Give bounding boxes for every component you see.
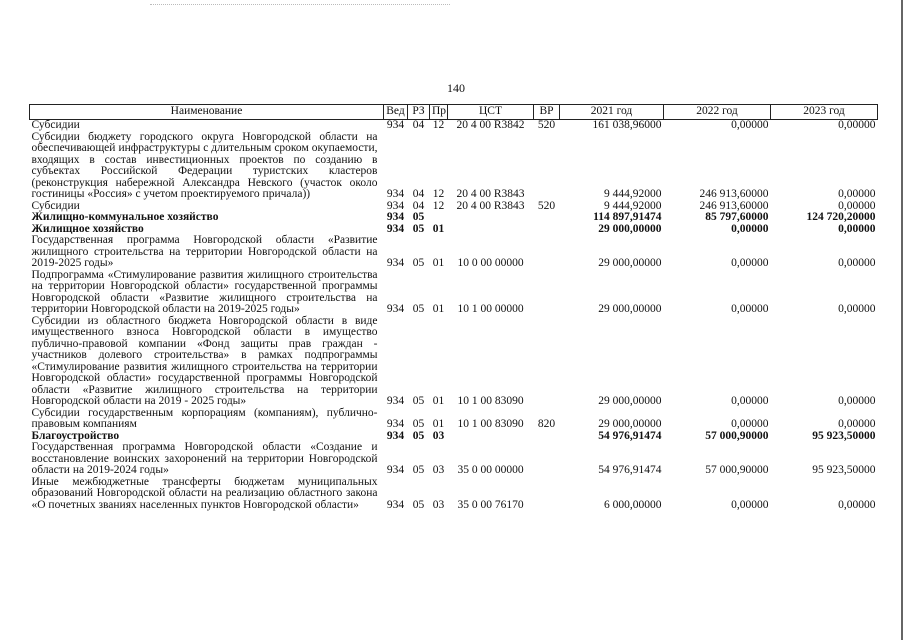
table-header-row [30,105,878,120]
header-2023: 2023 год [771,105,878,120]
cell-2022: 0,00000 [731,418,769,430]
cell-cst: 35 0 00 00000 [457,464,524,476]
budget-table [29,104,878,511]
cell-name: Государственная программа Новгородской области «Создание и восстановление воинских захоронений на территории Новгородской области на 2019-2024 годы» [31,441,378,476]
table-row [30,270,878,316]
cell-pr: 12 [432,119,445,131]
cell-name: Субсидии бюджету городского округа Новгородской области на обеспечивающей инфраструктуры с длительным сроком окупаемости, входящих в состав инвестиционных проектов по созданию в субъектах Российской Федерации туристских кластеров (реконструкция набережной Александра Невского (участок около гостиницы «Россия» с учетом проектируемого причала)) [31,130,378,200]
cell-pr: 03 [432,429,445,442]
cell-2021: 29 000,00000 [598,418,662,430]
cell-cst: 10 1 00 00000 [457,303,524,315]
cell-name: Подпрограмма «Стимулирование развития жилищного строительства на территории Новгородской области» государственной программы Новгородской области «Развитие жилищного строительства на территории Новгородской области на 2019-2025 годы» [31,268,378,315]
header-rz: РЗ [408,105,430,120]
cell-vr [534,477,560,512]
cell-rz: 04 [412,119,425,131]
table-row [30,132,878,201]
cell-2022: 246 913,60000 [699,199,769,212]
table-row [30,477,878,512]
header-ved: Вед [384,105,408,120]
cell-rz: 05 [412,211,425,223]
cell-rz: 05 [412,222,425,235]
cell-2021: 29 000,00000 [598,303,662,315]
header-cst: ЦСТ [448,105,534,120]
cell-vr [534,212,560,224]
cell-name: Иные межбюджетные трансферты бюджетам муниципальных образований Новгородской области на реализацию областного закона «О почетных званиях населенных пунктов Новгородской области» [31,475,378,511]
cell-ved: 934 [386,395,405,407]
cell-ved: 934 [386,429,405,442]
cell-pr: 12 [432,199,445,212]
header-2021: 2021 год [560,105,664,120]
cell-rz: 05 [412,303,425,315]
cell-vr [534,224,560,236]
cell-pr: 01 [432,222,445,235]
cell-vr [534,270,560,316]
cell-rz: 05 [412,395,425,407]
cell-name: Жилищное хозяйство [31,222,144,235]
cell-2021: 29 000,00000 [598,395,662,407]
cell-2021: 29 000,00000 [598,222,662,235]
cell-cst: 10 1 00 83090 [457,418,524,430]
table-row [30,120,878,132]
header-vr: ВР [534,105,560,120]
cell-2021: 9 444,92000 [604,188,662,200]
cell-vr [534,132,560,201]
page-number: 140 [447,81,465,95]
cell-2022: 57 000,90000 [705,429,769,442]
cell-cst: 10 0 00 00000 [457,257,524,269]
cell-ved: 934 [386,211,405,223]
cell-rz: 05 [412,498,425,511]
cell-cst [448,431,534,443]
cell-ved: 934 [386,222,405,235]
cell-2022: 0,00000 [731,222,769,235]
cell-2021: 114 897,91474 [593,211,662,223]
cell-pr: 03 [432,498,445,511]
cell-name: Субсидии [31,119,80,131]
header-name: Наименование [30,105,384,120]
cell-ved: 934 [386,464,405,476]
cell-2023: 0,00000 [838,257,876,269]
table-body [30,120,878,512]
cell-pr [430,212,448,224]
cell-2022: 0,00000 [731,395,769,407]
cell-vr: 520 [537,199,556,212]
cell-2021: 9 444,92000 [604,199,662,212]
cell-2023: 0,00000 [838,498,876,511]
cell-rz: 05 [412,429,425,442]
cell-2023: 0,00000 [838,188,876,200]
cell-rz: 04 [412,188,425,200]
scan-artifact [150,4,450,7]
cell-2021: 54 976,91474 [598,429,662,442]
cell-vr [534,235,560,270]
cell-2022: 57 000,90000 [705,464,769,476]
cell-2023: 95 923,50000 [812,429,876,442]
cell-pr: 01 [432,257,445,269]
cell-cst: 10 1 00 83090 [457,395,524,407]
cell-2021: 161 038,96000 [592,119,662,131]
cell-pr: 03 [432,464,445,476]
cell-cst: 20 4 00 R3843 [456,188,525,200]
cell-cst: 20 4 00 R3842 [456,119,525,131]
cell-2023: 124 720,20000 [806,211,876,223]
cell-rz: 05 [412,418,425,430]
cell-pr: 01 [432,418,445,430]
cell-rz: 05 [412,257,425,269]
cell-2021: 54 976,91474 [598,464,662,476]
cell-2022: 85 797,60000 [705,211,769,223]
cell-ved: 934 [386,498,405,511]
cell-2023: 0,00000 [838,222,876,235]
cell-vr [534,316,560,408]
cell-cst [448,212,534,224]
table-row [30,408,878,431]
cell-ved: 934 [386,188,405,200]
cell-ved: 934 [386,257,405,269]
cell-pr: 12 [432,188,445,200]
cell-vr [534,431,560,443]
header-2022: 2022 год [664,105,771,120]
cell-pr: 01 [432,303,445,315]
cell-2023: 0,00000 [838,395,876,407]
cell-2022: 0,00000 [731,303,769,315]
cell-2021: 6 000,00000 [604,498,662,511]
cell-2022: 0,00000 [731,257,769,269]
cell-ved: 934 [386,303,405,315]
cell-vr [534,442,560,477]
cell-name: Субсидии из областного бюджета Новгородской области в виде имущественного взноса Новгородской области в имущество публично-правовой компании «Фонд защиты прав граждан - участников долевого строительства» в рамках подпрограммы «Стимулирование развития жилищного строительства на территории Новгородской области» государственной программы Новгородской области «Развитие жилищного строительства на территории Новгородской области на 2019 - 2025 годы» [31,314,378,407]
cell-rz: 05 [412,464,425,476]
cell-2022: 0,00000 [731,498,769,511]
cell-vr: 520 [537,119,556,131]
cell-2023: 0,00000 [838,418,876,430]
cell-rz: 04 [412,199,425,212]
table-row [30,316,878,408]
scan-edge [901,0,903,640]
cell-2022: 246 913,60000 [699,188,769,200]
cell-name: Жилищно-коммунальное хозяйство [31,211,219,223]
cell-2022: 0,00000 [731,119,769,131]
table-row [30,235,878,270]
table-row [30,212,878,224]
cell-cst: 35 0 00 76170 [457,498,524,511]
cell-cst [448,224,534,236]
cell-name: Государственная программа Новгородской области «Развитие жилищного строительства на территории Новгородской области на 2019-2025 годы» [31,234,378,269]
cell-2023: 95 923,50000 [812,464,876,476]
header-pr: Пр [430,105,448,120]
cell-cst: 20 4 00 R3843 [456,199,525,212]
cell-vr: 820 [537,418,556,430]
cell-ved: 934 [386,418,405,430]
table-row [30,442,878,477]
cell-ved: 934 [386,119,405,131]
cell-name: Субсидии государственным корпорациям (компаниям), публично-правовым компаниям [31,406,378,430]
cell-name: Благоустройство [31,429,120,442]
cell-2023: 0,00000 [838,303,876,315]
cell-2021: 29 000,00000 [598,257,662,269]
cell-name: Субсидии [31,199,80,212]
cell-2023: 0,00000 [838,199,876,212]
cell-pr: 01 [432,395,445,407]
cell-2023: 0,00000 [838,119,876,131]
cell-ved: 934 [386,199,405,212]
